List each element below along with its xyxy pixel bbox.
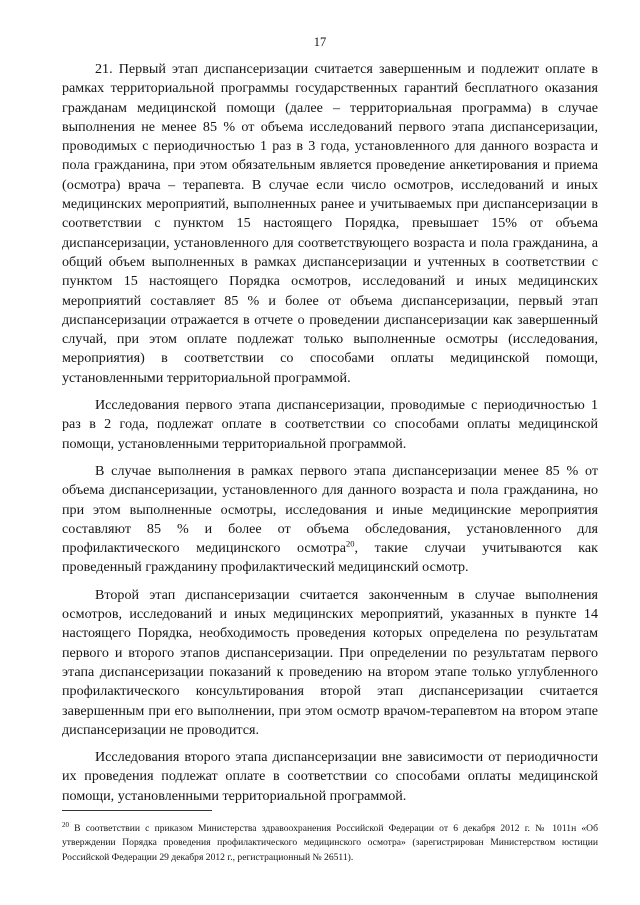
- paragraph-second-stage-payment: Исследования второго этапа диспансеризации вне зависимости от периодичности их проведения подлежат оплате в соответствии со способами оплаты медицинской помощи, установленными территориальной программой.: [62, 749, 598, 804]
- page-number: 17: [313, 35, 327, 49]
- document-body: [62, 60, 598, 814]
- paragraph-text-after-ref: , такие случаи учитываются как проведенный гражданину профилактический медицинский осмотр.: [62, 540, 598, 576]
- footnote: [62, 822, 598, 865]
- footnote-divider: [62, 810, 212, 811]
- paragraph-second-stage: Второй этап диспансеризации считается законченным в случае выполнения осмотров, исследований и иных медицинских мероприятий, указанных в пункте 14 настоящего Порядка, необходимость проведения которых определена по результатам первого и второго этапов диспансеризации. При определении по результатам первого этапа диспансеризации показаний к проведению на втором этапе только углубленного профилактического консультирования второй этап диспансеризации считается завершенным при его выполнении, при этом осмотр врачом-терапевтом на втором этапе диспансеризации не проводится.: [62, 586, 598, 738]
- footnote-number: 20: [62, 820, 69, 829]
- footnote-text: В соответствии с приказом Министерства здравоохранения Российской Федерации от 6 декабря 2012 г. № 1011н «Об утверждении Порядка проведения профилактического медицинского осмотра» (зарегистрирован Министерством юстиции Российской Федерации 29 декабря 2012 г., регистрационный № 26511).: [62, 823, 598, 863]
- paragraph-less-than-85: [62, 462, 598, 578]
- paragraph-21: 21. Первый этап диспансеризации считается завершенным и подлежит оплате в рамках территориальной программы государственных гарантий бесплатного оказания гражданам медицинской помощи (далее – территориальная программа) в случае выполнения не менее 85 % от объема исследований первого этапа диспансеризации, проводимых с периодичностью 1 раз в 3 года, установленного для данного возраста и пола гражданина, при этом обязательным является проведение анкетирования и приема (осмотра) врача – терапевта. В случае если число осмотров, исследований и иных медицинских мероприятий, выполненных ранее и учитываемых при диспансеризации в соответствии с пунктом 15 настоящего Порядка, превышает 15% от объема диспансеризации, установленного для соответствующего возраста и пола гражданина, а общий объем выполненных в рамках диспансеризации и учтенных в соответствии с пунктом 15 настоящего Порядка осмотров, исследований и иных медицинских мероприятий составляет 85 % и более от объема диспансеризации, первый этап диспансеризации отражается в отчете о проведении диспансеризации как завершенный случай, при этом оплате подлежат только выполненные осмотры (исследования, мероприятия) в соответствии со способами оплаты медицинской помощи, установленными территориальной программой.: [62, 61, 598, 386]
- paragraph-first-stage-biennial: Исследования первого этапа диспансеризации, проводимые с периодичностью 1 раз в 2 года, подлежат оплате в соответствии со способами оплаты медицинской помощи, установленными территориальной программой.: [62, 397, 598, 452]
- paragraph-text-before-ref: В случае выполнения в рамках первого этапа диспансеризации менее 85 % от объема диспансеризации, установленного для данного возраста и пола гражданина, но при этом выполненные осмотры, исследования и иные медицинские мероприятия составляют 85 % и более от объема обследования, установленного для профилактического медицинского осмотра: [62, 462, 598, 557]
- footnote-reference: 20: [346, 538, 355, 549]
